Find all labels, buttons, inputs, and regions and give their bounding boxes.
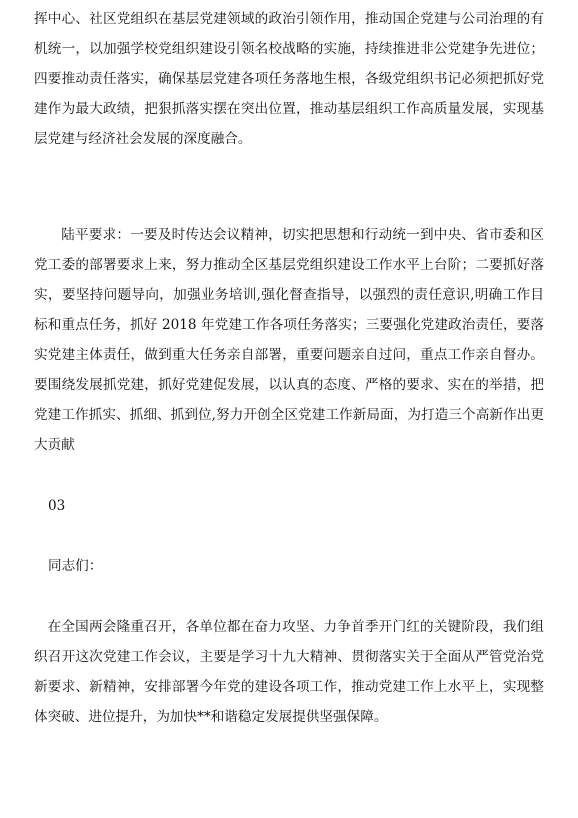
paragraph-meeting-opening: 在全国两会隆重召开，各单位都在奋力攻坚、力争首季开门红的关键阶段，我们组织召开这次党建工作会议，主要是学习十九大精神、贯彻落实关于全面从严管党治党新要求、新精神，安排部署今年党的建设各项工作，推动党建工作上水平上，实现整体突破、进位提升，为加快**和谐稳定发展提供坚强保障。 — [34, 619, 544, 725]
section-number: 03 — [48, 498, 66, 514]
paragraph-lu-ping-requirements: 陆平要求：一要及时传达会议精神，切实把思想和行动统一到中央、省市委和区党工委的部署要求上来，努力推动全区基层党组织建设工作水平上台阶；二要抓好落实，要坚持问题导向，加强业务培训,强化督查指导，以强烈的责任意识,明确工作目标和重点任务，抓好 2018 年党建工作各项任务落实；三要强化党建政治责任，要落实党建主体责任，做到重大任务亲自部署，重要问题亲自过问，重点工作亲自督办。要围绕发展抓党建，抓好党建促发展，以认真的态度、严格的要求、实在的举措，把党建工作抓实、抓细、抓到位,努力开创全区党建工作新局面，为打造三个高新作出更大贡献 — [34, 227, 544, 453]
paragraph-party-building-tasks: 挥中心、社区党组织在基层党建领域的政治引领作用，推动国企党建与公司治理的有机统一，以加强学校党组织建设引领名校战略的实施，持续推进非公党建争先进位；四要推动责任落实，确保基层党建各项任务落地生根，各级党组织书记必须把抓好党建作为最大政绩，把狠抓落实摆在突出位置，推动基层组织工作高质量发展，实现基层党建与经济社会发展的深度融合。 — [34, 11, 544, 147]
salutation: 同志们： — [48, 558, 103, 574]
